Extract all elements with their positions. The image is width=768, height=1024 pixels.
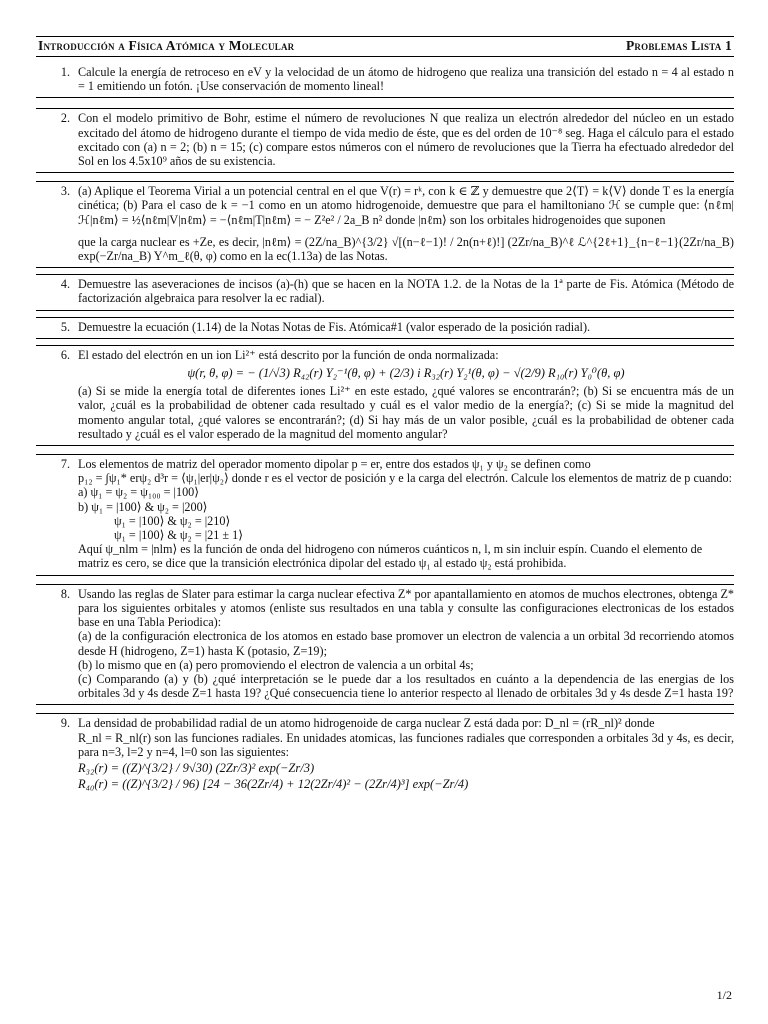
course-title: Introducción a Física Atómica y Molecular <box>38 38 295 54</box>
problem-number: 6. <box>60 347 70 362</box>
r32-equation: R₃₂(r) = ((Z)^{3/2} / 9√30) (2Zr/3)² exp(−Zr/3) <box>78 760 315 775</box>
problem-1 <box>36 63 734 98</box>
problem-number: 2. <box>60 111 70 126</box>
problem-text: Calcule la energía de retroceso en eV y la velocidad de un átomo de hidrogeno que realiza una transición del estado n = 4 al estado n = 1 emitiendo un fotón. ¡Use conservación de momento lineal! <box>78 65 734 94</box>
problem-text: Aquí ψ_nlm = |nlm⟩ es la función de onda del hidrogeno con números cuánticos n, l, m sin incluir espín. Cuando el elemento de matriz es cero, se dice que la transición electrónica dipolar del estado ψ₁ al estado ψ₂ está prohibida. <box>78 542 703 571</box>
part-a: (a) de la configuración electronica de los atomos en estado base promover un electron de valencia a un orbital 3d recorriendo atomos desde H (hidrogeno, Z=1) hasta K (potasio, Z=19); <box>78 629 734 658</box>
case-a: a) ψ₁ = ψ₂ = ψ₁₀₀ = |100⟩ <box>78 485 200 500</box>
part-c: (c) Comparando (a) y (b) ¿qué interpretación se le puede dar a los resultados en cuánto a la dependencia de las energias de los orbitales 3d y 4s desde Z=1 hasta 19? ¿Qué consecuencia tiene lo anterior respecto al llenado de orbitales 3d y 4s desde Z=1 hasta 19? <box>78 671 734 701</box>
problem-number: 5. <box>60 319 70 334</box>
problem-number: 7. <box>60 457 70 472</box>
problem-text: R_nl = R_nl(r) son las funciones radiales. En unidades atomicas, las funciones radiales que corresponden a orbitales 3d y 4s, es decir, para n=3, l=2 y n=4, l=0 son las siguientes: <box>78 730 734 759</box>
problem-text: El estado del electrón en un ion Li²⁺ está descrito por la función de onda normalizada: <box>78 347 499 362</box>
list-title: Problemas Lista 1 <box>625 38 732 54</box>
part-b: (b) lo mismo que en (a) pero promoviendo el electron de valencia a un orbital 4s; <box>78 657 474 672</box>
problem-number: 1. <box>60 65 70 79</box>
problem-5 <box>36 318 734 339</box>
problem-text: Demuestre la ecuación (1.14) de la Notas Notas de Fis. Atómica#1 (valor esperado de la posición radial). <box>78 319 591 334</box>
problem-text: (a) Aplique el Teorema Virial a un potencial central en el que V(r) = rᵏ, con k ∈ ℤ y demuestre que 2⟨T⟩ = k⟨V⟩ donde T es la energía cinética; (b) Para el caso de k = −1 como en un atomo hidrogenoide, demuestre que para el hamiltoniano ℋ se cumple que: ⟨nℓm|ℋ|nℓm⟩ = ½⟨nℓm|V|nℓm⟩ = −⟨nℓm|T|nℓm⟩ = − Z²e² / 2a_B n² donde |nℓm⟩ son los orbitales hidrogenoides que suponen <box>78 184 734 227</box>
problem-text: p₁₂ = ∫ψ₁* erψ₂ d³r = ⟨ψ₁|er|ψ₂⟩ donde r es el vector de posición y e la carga del electrón. Calcule los elementos de matriz de p cuando: <box>78 471 733 486</box>
page <box>36 36 734 797</box>
header-bar <box>36 36 734 57</box>
problem-3 <box>36 182 734 268</box>
problem-text: Demuestre las aseveraciones de incisos (a)-(h) que se hacen en la NOTA 1.2. de la Notas de la 1ª parte de Fis. Atómica (Método de factorización algebraica para resolver la ec radial). <box>78 277 734 306</box>
problem-number: 8. <box>60 586 70 601</box>
wavefunction-equation: ψ(r, θ, φ) = − (1/√3) R₄₂(r) Y₂⁻¹(θ, φ) + (2/3) i R₃₂(r) Y₂¹(θ, φ) − √(2/9) R₁₀(r) Y₀⁰(θ, φ) <box>187 366 625 381</box>
r40-equation: R₄₀(r) = ((Z)^{3/2} / 96) [24 − 36(2Zr/4) + 12(2Zr/4)² − (2Zr/4)³] exp(−Zr/4) <box>78 777 469 792</box>
problem-text: Usando las reglas de Slater para estimar la carga nuclear efectiva Z* por apantallamiento en atomos de muchos electrones, obtenga Z* para los siguientes orbitales y atomos (enliste sus resultados en una tabla y consulte las configuraciones electronicas de los estados base en una Tabla Periodica): <box>78 586 734 630</box>
problem-text: (a) Si se mide la energía total de diferentes iones Li²⁺ en este estado, ¿qué valores se encontrarán?; (b) Si se encuentra más de un valor, ¿cuál es la probabilidad de obtener cada resultado y cuál es el valor medio de la energía?; (c) Si se mide la magnitud del momento angular total, ¿qué valores se encontrarán?; (d) Si hay más de un valor posible, ¿cuál es la probabilidad de obtener cada resultado y ¿cuál es el valor esperado de la magnitud del momento angular? <box>78 384 734 441</box>
problem-7 <box>36 455 734 576</box>
problem-text: La densidad de probabilidad radial de un atomo hidrogenoide de carga nuclear Z está dada por: D_nl = (rR_nl)² donde <box>78 716 655 731</box>
problem-6 <box>36 346 734 446</box>
case-b: b) ψ₁ = |100⟩ & ψ₂ = |200⟩ <box>78 499 208 514</box>
page-number: 1/2 <box>716 988 732 1002</box>
problem-text: Con el modelo primitivo de Bohr, estime el número de revoluciones N que realiza un electrón alrededor del núcleo en un estado excitado del átomo de hidrogeno durante el tiempo de vida medio de éste, que es del orden de 10⁻⁸ seg. Haga el cálculo para el estado excitado con (a) n = 2; (b) n = 15; (c) compare estos números con el número de revoluciones que la Tierra ha efectuado alrededor del Sol en los 4.5x10⁹ años de su existencia. <box>78 111 734 169</box>
problem-text: que la carga nuclear es +Ze, es decir, |nℓm⟩ = (2Z/na_B)^{3/2} √[(n−ℓ−1)! / 2n(n+ℓ)!] (2Zr/na_B)^ℓ ℒ^{2ℓ+1}_{n−ℓ−1}(2Zr/na_B) exp(−Zr/na_B) Y^m_ℓ(θ, φ) como en la ec(1.13a) de las Notas. <box>78 234 734 264</box>
problem-9 <box>36 714 734 797</box>
problem-2 <box>36 109 734 173</box>
problem-number: 3. <box>60 184 70 199</box>
problem-number: 4. <box>60 277 70 292</box>
problem-number: 9. <box>60 716 70 731</box>
case-b3: ψ₁ = |100⟩ & ψ₂ = |21 ± 1⟩ <box>114 528 243 543</box>
problem-4 <box>36 275 734 310</box>
problem-8 <box>36 585 734 706</box>
case-b2: ψ₁ = |100⟩ & ψ₂ = |210⟩ <box>114 513 231 528</box>
problem-text: Los elementos de matriz del operador momento dipolar p = er, entre dos estados ψ₁ y ψ₂ se definen como <box>78 457 591 472</box>
